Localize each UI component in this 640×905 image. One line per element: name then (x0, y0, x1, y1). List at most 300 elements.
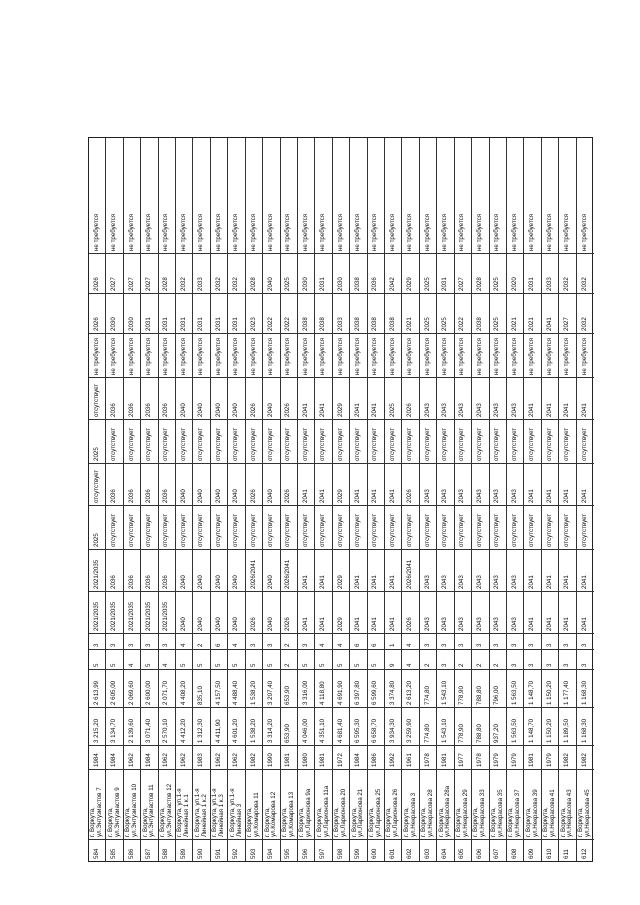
cell-text: 1962 (127, 753, 135, 767)
cell-text: 2026 (284, 617, 292, 631)
cell-text: 1980 (301, 753, 309, 767)
cell-period-foundation (455, 505, 471, 549)
cell-entrances (472, 633, 488, 649)
cell-floors (263, 649, 279, 669)
cell-period-basement (402, 463, 418, 505)
cell-period-sewer (263, 293, 279, 333)
cell-floors (455, 649, 471, 669)
cell-period-water (124, 333, 140, 377)
cell-floors (333, 649, 349, 669)
cell-period-sewer (246, 293, 262, 333)
cell-period-heating (263, 377, 279, 419)
cell-address (437, 769, 453, 839)
cell-text: 2027 (110, 277, 118, 291)
cell-text: 2040 (232, 575, 240, 589)
cell-living-area (315, 669, 331, 707)
cell-text: 2 071,70 (162, 680, 170, 705)
cell-address (315, 769, 331, 839)
cell-text: 4 (336, 643, 344, 647)
cell-row-number (542, 839, 558, 861)
cell-text: 2036 (110, 489, 118, 503)
cell-period-basement (176, 463, 192, 505)
cell-text: 2041 (354, 575, 361, 589)
cell-text: 2041 (371, 403, 379, 417)
cell-text: г. Воркута, ул.Ларионова 20 (333, 788, 347, 837)
cell-living-area (228, 669, 244, 707)
cell-text: 2 (423, 663, 431, 667)
cell-period-facade (490, 549, 506, 591)
cell-text: 2041 (580, 403, 588, 417)
cell-period-water (524, 333, 540, 377)
cell-period-elevator (490, 211, 506, 253)
cell-text: 2033 (336, 317, 344, 331)
cell-period-foundation (193, 505, 209, 549)
cell-text: 2026/2041 (284, 559, 292, 589)
cell-text: 3 314,20 (266, 718, 274, 743)
table-row (455, 138, 472, 861)
cell-period-heating (385, 377, 401, 419)
cell-period-electric (246, 419, 262, 463)
cell-period-sewer (350, 293, 366, 333)
cell-text: г. Воркута, ул.Некрасова 28 (420, 789, 435, 837)
cell-period-elevator (524, 211, 540, 253)
cell-text: 3 (562, 643, 570, 647)
cell-text: отсутствует (145, 427, 153, 461)
cell-text: г. Воркута, ул.Некрасова 35 (489, 789, 504, 837)
cell-text: 2041 (354, 617, 361, 631)
cell-period-electric (193, 419, 209, 463)
cell-period-elevator (159, 211, 175, 253)
cell-row-number (298, 839, 314, 861)
cell-text: 2040 (179, 489, 187, 503)
cell-year-built (141, 745, 157, 769)
cell-text: 1983 (197, 753, 205, 767)
cell-total-area (281, 707, 297, 745)
cell-period-heating (124, 377, 140, 419)
cell-living-area (193, 669, 209, 707)
cell-text: 2023 (249, 317, 257, 331)
cell-text: г. Воркута, ул.Энтузиастов 10 (124, 783, 139, 837)
cell-period-electric (228, 419, 244, 463)
cell-text: 1984 (92, 753, 100, 767)
cell-period-facade (228, 549, 244, 591)
cell-text: 2 139,60 (127, 718, 135, 743)
cell-entrances (559, 633, 575, 649)
cell-floors (228, 649, 244, 669)
cell-period-electric (350, 419, 366, 463)
cell-text: не требуется (162, 337, 170, 375)
cell-total-area (176, 707, 192, 745)
cell-period-water (437, 333, 453, 377)
cell-period-facade (437, 549, 453, 591)
cell-period-basement (298, 463, 314, 505)
cell-text: 4 691,90 (336, 680, 344, 705)
cell-floors (524, 649, 540, 669)
cell-text: не требуется (110, 337, 118, 375)
cell-period-elevator (106, 211, 122, 253)
cell-text: 2036 (371, 277, 379, 291)
cell-period-sewer (368, 293, 384, 333)
cell-text: 2040 (266, 489, 274, 503)
cell-floors (315, 649, 331, 669)
cell-period-water (385, 333, 401, 377)
cell-period-foundation (420, 505, 436, 549)
cell-text: отсутствует (179, 513, 187, 547)
cell-living-area (211, 669, 227, 707)
cell-text: 2043 (475, 403, 483, 417)
cell-text: 2043 (493, 617, 501, 631)
cell-period-heating (315, 377, 331, 419)
cell-text: 2038 (475, 317, 483, 331)
cell-period-roof (368, 591, 384, 633)
cell-living-area (89, 669, 105, 707)
cell-text: 4 601,20 (232, 718, 240, 743)
cell-text: 2043 (475, 617, 483, 631)
cell-text: 2026 (406, 617, 414, 631)
cell-year-built (246, 745, 262, 769)
cell-period-roof (490, 591, 506, 633)
cell-text: 2029 (336, 575, 344, 589)
cell-text: 2021 (406, 317, 414, 331)
cell-period-heating (141, 377, 157, 419)
cell-text: 3 134,70 (110, 718, 118, 743)
cell-row-number (402, 839, 418, 861)
cell-row-number (350, 839, 366, 861)
cell-period-foundation (176, 505, 192, 549)
cell-text: не требуется (493, 337, 501, 375)
cell-period-electric (333, 419, 349, 463)
cell-floors (106, 649, 122, 669)
cell-text: 5 (145, 663, 153, 667)
cell-period-gas (490, 253, 506, 293)
cell-period-heating (281, 377, 297, 419)
cell-floors (507, 649, 523, 669)
cell-text: 2040 (266, 403, 274, 417)
cell-text: 2025 (92, 533, 100, 547)
cell-text: 2041 (545, 317, 553, 331)
cell-period-electric (455, 419, 471, 463)
cell-text: 2 (493, 663, 501, 667)
cell-period-gas (577, 253, 594, 293)
table-row (385, 138, 402, 861)
cell-text: 2036 (110, 575, 118, 589)
cell-text: не требуется (510, 337, 518, 375)
cell-text: 2026 (92, 277, 100, 291)
cell-text: 5 (266, 663, 274, 667)
cell-text: 2032 (562, 277, 570, 291)
cell-period-basement (455, 463, 471, 505)
table-row (420, 138, 437, 861)
cell-text: 2020 (510, 277, 518, 291)
cell-period-foundation (350, 505, 366, 549)
cell-period-electric (542, 419, 558, 463)
cell-period-gas (507, 253, 523, 293)
cell-living-area (350, 669, 366, 707)
cell-text: 2041 (301, 403, 309, 417)
cell-text: г. Воркута, ул.Некрасова 41 (542, 789, 556, 837)
cell-period-elevator (315, 211, 331, 253)
cell-text: 5 (110, 663, 118, 667)
cell-period-elevator (281, 211, 297, 253)
cell-entrances (193, 633, 209, 649)
cell-text: 1962 (232, 753, 240, 767)
cell-row-number (455, 839, 471, 861)
cell-address (124, 769, 140, 839)
cell-floors (350, 649, 366, 669)
cell-total-area (246, 707, 262, 745)
cell-text: 4 (406, 643, 414, 647)
cell-period-elevator (368, 211, 384, 253)
cell-period-foundation (211, 505, 227, 549)
cell-text: отсутствует (493, 513, 501, 547)
cell-address (455, 769, 471, 839)
cell-period-heating (577, 377, 594, 419)
cell-text: отсутствует (545, 427, 553, 461)
cell-text: 596 (301, 848, 309, 859)
cell-floors (211, 649, 227, 669)
cell-floors (193, 649, 209, 669)
cell-text: 1982 (249, 753, 257, 767)
cell-row-number (490, 839, 506, 861)
cell-period-foundation (246, 505, 262, 549)
cell-text: не требуется (580, 337, 588, 375)
cell-floors (281, 649, 297, 669)
cell-period-electric (298, 419, 314, 463)
cell-address (263, 769, 279, 839)
cell-text: отсутствует (423, 513, 431, 547)
cell-address (577, 769, 594, 839)
cell-text: 3 (458, 643, 466, 647)
cell-living-area (437, 669, 453, 707)
cell-floors (89, 649, 105, 669)
cell-text: 2041 (562, 575, 570, 589)
cell-text: отсутствует (423, 427, 431, 461)
cell-period-gas (455, 253, 471, 293)
table-row (350, 138, 367, 861)
cell-text: 2041 (562, 403, 570, 417)
cell-text: отсутствует (475, 427, 483, 461)
cell-entrances (176, 633, 192, 649)
cell-text: 1981 (319, 753, 327, 767)
cell-text: г. Воркута, ул.Комарова 12 (263, 791, 278, 837)
cell-text: 3 (249, 643, 257, 647)
cell-text: 3 (510, 643, 518, 647)
rotated-housing-table (88, 137, 593, 862)
cell-text: 2040 (179, 617, 187, 631)
cell-period-foundation (490, 505, 506, 549)
cell-period-roof (420, 591, 436, 633)
cell-text: 835,10 (197, 686, 205, 705)
cell-entrances (89, 633, 105, 649)
cell-period-gas (106, 253, 122, 293)
cell-text: 2040 (179, 403, 187, 417)
cell-living-area (559, 669, 575, 707)
cell-period-electric (176, 419, 192, 463)
cell-text: 1 150,20 (545, 718, 553, 743)
cell-period-roof (524, 591, 540, 633)
cell-text: 2040 (197, 617, 205, 631)
cell-period-electric (559, 419, 575, 463)
cell-period-basement (368, 463, 384, 505)
cell-period-sewer (159, 293, 175, 333)
cell-total-area (315, 707, 331, 745)
cell-period-gas (176, 253, 192, 293)
cell-text: 599 (354, 848, 361, 859)
cell-text: 1 189,50 (562, 718, 570, 743)
cell-text: отсутствует (388, 513, 396, 547)
cell-text: 6 599,60 (371, 680, 379, 705)
cell-text: 2043 (423, 617, 431, 631)
cell-year-built (524, 745, 540, 769)
cell-text: отсутствует (475, 513, 483, 547)
cell-text: 6 595,30 (354, 718, 361, 743)
cell-text: отсутствует (301, 513, 309, 547)
cell-text: отсутствует (249, 513, 257, 547)
cell-period-heating (211, 377, 227, 419)
cell-text: 601 (388, 848, 396, 859)
cell-text: 1992 (388, 753, 396, 767)
cell-address (211, 769, 227, 839)
cell-text: 2040 (214, 489, 222, 503)
cell-floors (159, 649, 175, 669)
cell-address (368, 769, 384, 839)
cell-period-roof (577, 591, 594, 633)
cell-text: г. Воркута, ул.Некрасова 45 (577, 789, 592, 837)
cell-row-number (420, 839, 436, 861)
cell-period-heating (368, 377, 384, 419)
cell-period-heating (159, 377, 175, 419)
cell-text: не требуется (423, 213, 431, 251)
cell-year-built (507, 745, 523, 769)
cell-period-water (507, 333, 523, 377)
cell-text: 2043 (441, 617, 449, 631)
cell-text: 3 071,40 (145, 718, 153, 743)
cell-text: 3 (162, 643, 170, 647)
cell-text: 2040 (214, 617, 222, 631)
cell-period-gas (437, 253, 453, 293)
cell-period-foundation (559, 505, 575, 549)
cell-period-heating (472, 377, 488, 419)
cell-text: 2038 (319, 317, 327, 331)
cell-text: не требуется (406, 213, 414, 251)
cell-text: отсутствует (214, 513, 222, 547)
cell-text: 2040 (197, 489, 205, 503)
table-row (298, 138, 315, 861)
cell-text: 2041 (301, 575, 309, 589)
cell-text: отсутствует (145, 513, 153, 547)
cell-period-foundation (402, 505, 418, 549)
table-row (246, 138, 263, 861)
cell-period-basement (507, 463, 523, 505)
cell-row-number (159, 839, 175, 861)
cell-text: 3 (423, 643, 431, 647)
cell-text: 4 351,10 (319, 718, 327, 743)
cell-text: г. Воркута, ул.Комарова 11 (246, 792, 260, 837)
cell-text: 1981 (441, 753, 449, 767)
cell-period-water (490, 333, 506, 377)
cell-floors (385, 649, 401, 669)
cell-text: 2041 (388, 489, 396, 503)
cell-text: 1979 (545, 753, 553, 767)
cell-period-sewer (281, 293, 297, 333)
cell-living-area (524, 669, 540, 707)
cell-period-foundation (228, 505, 244, 549)
cell-total-area (559, 707, 575, 745)
cell-period-water (141, 333, 157, 377)
cell-text: отсутствует (319, 513, 327, 547)
cell-text: 1 168,30 (580, 718, 588, 743)
cell-text: отсутствует (284, 513, 292, 547)
cell-period-foundation (577, 505, 594, 549)
cell-text: не требуется (266, 337, 274, 375)
cell-period-facade (281, 549, 297, 591)
cell-period-gas (333, 253, 349, 293)
cell-floors (437, 649, 453, 669)
cell-text: 585 (110, 848, 118, 859)
cell-text: 2031 (197, 317, 205, 331)
cell-text: 3 (528, 643, 536, 647)
cell-period-sewer (559, 293, 575, 333)
cell-floors (176, 649, 192, 669)
cell-text: 2027 (562, 317, 570, 331)
cell-period-facade (385, 549, 401, 591)
cell-period-roof (141, 591, 157, 633)
cell-text: 1979 (510, 753, 518, 767)
cell-period-water (559, 333, 575, 377)
cell-period-elevator (228, 211, 244, 253)
cell-year-built (176, 745, 192, 769)
cell-address (193, 769, 209, 839)
cell-entrances (437, 633, 453, 649)
cell-period-gas (315, 253, 331, 293)
cell-period-sewer (385, 293, 401, 333)
cell-text: 4 (319, 643, 327, 647)
cell-text: не требуется (179, 337, 187, 375)
cell-year-built (315, 745, 331, 769)
cell-period-gas (298, 253, 314, 293)
cell-text: 2043 (475, 489, 483, 503)
cell-floors (124, 649, 140, 669)
cell-period-roof (263, 591, 279, 633)
cell-floors (402, 649, 418, 669)
cell-text: 3 374,80 (388, 680, 396, 705)
cell-period-elevator (385, 211, 401, 253)
cell-address (246, 769, 262, 839)
cell-period-basement (193, 463, 209, 505)
cell-text: не требуется (319, 337, 327, 375)
cell-period-water (420, 333, 436, 377)
cell-floors (559, 649, 575, 669)
cell-text: 2032 (580, 277, 588, 291)
cell-text: 2041 (388, 617, 396, 631)
table-row (281, 138, 298, 861)
cell-text: г. Воркута, ул.Некрасова 33 (472, 789, 487, 837)
cell-period-roof (281, 591, 297, 633)
cell-period-electric (385, 419, 401, 463)
cell-year-built (281, 745, 297, 769)
cell-text: 2036 (110, 403, 118, 417)
table-row (89, 138, 106, 861)
cell-year-built (193, 745, 209, 769)
cell-period-sewer (524, 293, 540, 333)
cell-text: 1 312,30 (197, 718, 205, 743)
cell-text: 2041 (319, 403, 327, 417)
cell-text: 5 (249, 663, 257, 667)
cell-text: 788,80 (475, 724, 483, 743)
cell-period-foundation (507, 505, 523, 549)
cell-entrances (106, 633, 122, 649)
cell-period-water (542, 333, 558, 377)
